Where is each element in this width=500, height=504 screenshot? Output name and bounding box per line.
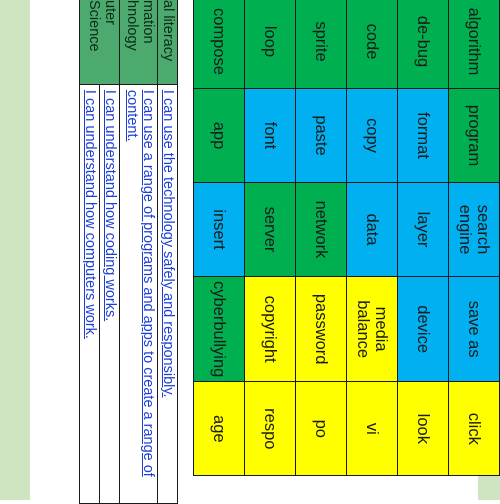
vocab-row [449,0,500,476]
rotated-content [60,0,500,504]
goal-row [158,0,178,504]
vocab-cell: respo [245,382,296,476]
vocab-cell: copy [347,89,398,183]
vocab-cell: de-bug [398,0,449,89]
vocab-cell: look [398,382,449,476]
vocab-cell: device [398,277,449,382]
vocab-cell: copyright [245,277,296,382]
vocab-cell: layer [398,183,449,277]
vocab-cell: loop [245,0,296,89]
vocab-cell: password [296,277,347,382]
learning-goals-table [79,0,178,504]
goal-row [100,0,120,504]
goal-statement: I can use a range of programs and apps to create a range of content. [120,84,158,503]
vocab-cell: vi [347,382,398,476]
vocab-cell: paste [296,89,347,183]
vocab-row [245,0,296,476]
vocab-cell: network [296,183,347,277]
vocab-cell: media balance [347,277,398,382]
vocabulary-table [193,0,500,476]
vocab-cell: app [194,89,245,183]
vocab-cell: sprite [296,0,347,89]
vocab-cell: format [398,89,449,183]
goal-category: uter Science [80,0,120,84]
vocab-cell: age [194,382,245,476]
goal-statement: I can use the technology safely and responsibly. [158,84,178,503]
vocab-cell: algorithm [449,0,500,89]
vocab-cell: font [245,89,296,183]
vocab-cell: save as [449,277,500,382]
vocab-cell: program [449,89,500,183]
vocab-cell: po [296,382,347,476]
goal-category: al literacy [158,0,178,84]
vocab-cell: insert [194,183,245,277]
vocab-row [398,0,449,476]
vocab-cell: code [347,0,398,89]
vocab-cell: click [449,382,500,476]
vocab-row [347,0,398,476]
goal-statement: I can understand how computers work. [80,84,100,503]
vocab-cell: compose [194,0,245,89]
vocab-cell: data [347,183,398,277]
vocab-row [194,0,245,476]
vocab-cell: search engine [449,183,500,277]
goal-statement: I can understand how coding works. [100,84,120,503]
goal-row [120,0,158,504]
vocab-row [296,0,347,476]
goal-category: mation hnology [120,0,158,84]
vocab-cell: cyberbullying [194,277,245,382]
worksheet [30,0,492,500]
vocab-cell: server [245,183,296,277]
